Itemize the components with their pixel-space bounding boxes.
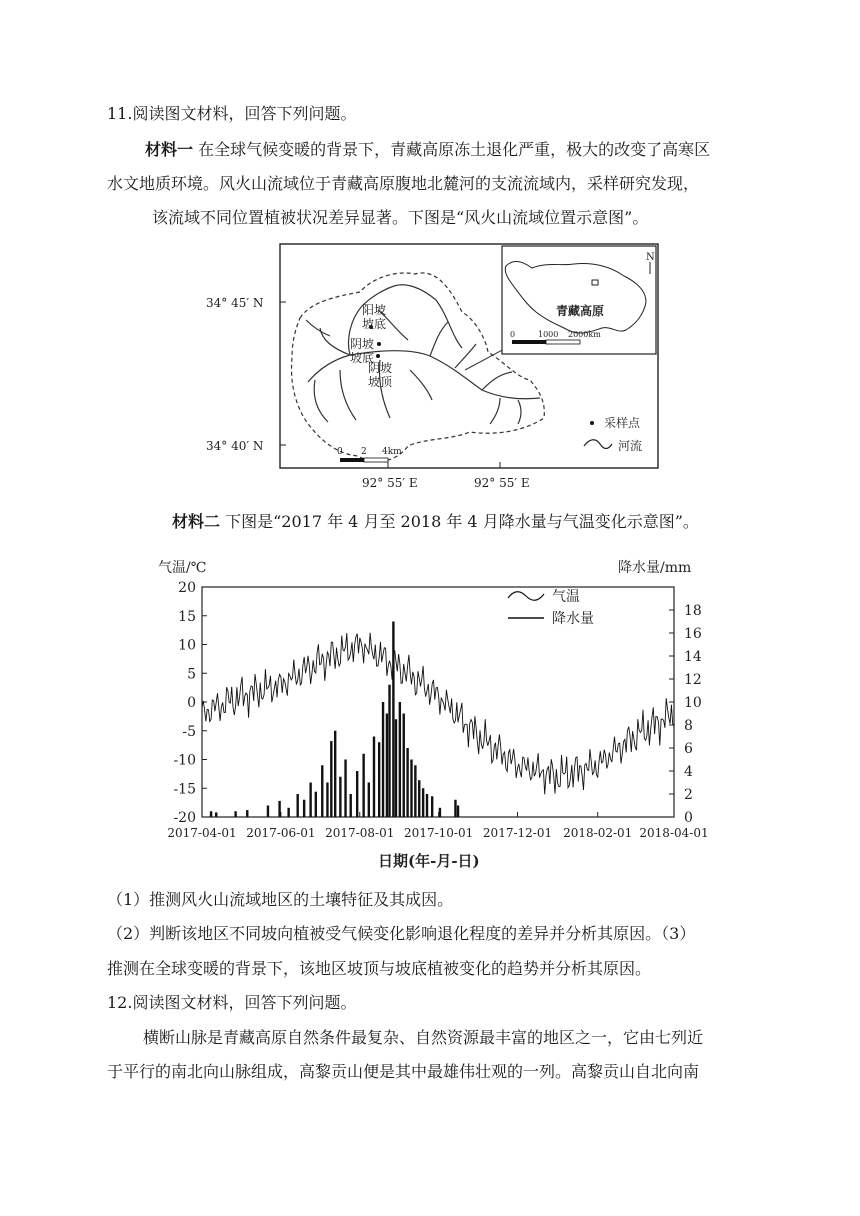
right-tick-label: 8 bbox=[684, 718, 693, 734]
plot-area-frame bbox=[202, 587, 674, 817]
lon-label-2: 92° 55′ E bbox=[474, 476, 530, 490]
precip-temperature-chart bbox=[140, 552, 720, 874]
x-tick-label: 2017-04-01 bbox=[167, 826, 237, 840]
precip-bar bbox=[439, 808, 441, 817]
precip-bar bbox=[350, 794, 352, 817]
inset-scale-2: 2000km bbox=[568, 330, 601, 339]
material-1-label: 材料一 bbox=[145, 140, 194, 159]
scale-2: 2 bbox=[361, 447, 367, 457]
site-1-label-a: 阳坡 bbox=[362, 303, 387, 317]
left-tick-label: 20 bbox=[178, 580, 196, 596]
right-tick-label: 12 bbox=[684, 672, 702, 688]
precip-bar bbox=[278, 801, 280, 817]
lon-label-1: 92° 55′ E bbox=[362, 476, 418, 490]
precip-bar bbox=[399, 702, 401, 817]
precip-bar bbox=[431, 796, 433, 817]
north-label: N bbox=[646, 252, 655, 263]
material-1-text: 在全球气候变暖的背景下，青藏高原冻土退化严重，极大的改变了高寒区 bbox=[198, 140, 711, 159]
right-tick-label: 14 bbox=[684, 649, 702, 665]
right-tick-label: 18 bbox=[684, 603, 702, 619]
precip-bar bbox=[418, 780, 420, 817]
material-1-line-2: 水文地质环境。风火山流域位于青藏高原腹地北麓河的支流流域内，采样研究发现， bbox=[107, 174, 700, 193]
x-tick-label: 2017-06-01 bbox=[246, 826, 316, 840]
chart-legend bbox=[508, 589, 594, 627]
temperature-series-line bbox=[202, 633, 674, 795]
x-tick-label: 2017-10-01 bbox=[404, 826, 474, 840]
sample-point-2 bbox=[377, 342, 381, 346]
precip-bar bbox=[388, 685, 390, 817]
precip-bar bbox=[303, 800, 305, 817]
precip-bar bbox=[422, 788, 424, 817]
precip-bar bbox=[454, 800, 456, 817]
left-tick-label: -20 bbox=[173, 810, 196, 826]
map-scale-bar bbox=[337, 447, 402, 462]
scale-0: 0 bbox=[337, 447, 343, 457]
precip-bar bbox=[373, 737, 375, 818]
precip-bar bbox=[386, 714, 388, 818]
right-tick-label: 4 bbox=[684, 764, 693, 780]
precip-bar bbox=[395, 719, 397, 817]
site-2-label-a: 阴坡 bbox=[350, 337, 375, 351]
left-tick-label: -10 bbox=[173, 752, 196, 769]
right-tick-label: 10 bbox=[684, 695, 702, 711]
site-2-label-b: 坡底 bbox=[350, 351, 375, 365]
left-tick-label: 10 bbox=[178, 637, 196, 654]
precip-bar bbox=[339, 777, 341, 817]
legend-temp-icon bbox=[508, 592, 544, 601]
precip-bar bbox=[410, 760, 412, 818]
x-tick-label: 2018-02-01 bbox=[563, 826, 633, 840]
question-12-header: 12.阅读图文材料，回答下列问题。 bbox=[107, 993, 357, 1012]
left-tick-label: 15 bbox=[178, 608, 196, 625]
question-11-part-2-line-2: 推测在全球变暖的背景下，该地区坡顶与坡底植被变化的趋势并分析其原因。 bbox=[107, 959, 652, 978]
legend-river-label: 河流 bbox=[618, 439, 643, 453]
precip-bar bbox=[287, 808, 289, 817]
lat-label-1: 34° 45′ N bbox=[206, 296, 264, 310]
precip-bar bbox=[267, 806, 269, 818]
precip-bar bbox=[356, 771, 358, 817]
precip-bar bbox=[382, 702, 384, 817]
precip-bar bbox=[234, 811, 236, 817]
site-3-label-a: 阴坡 bbox=[368, 361, 393, 375]
legend-precip-label: 降水量 bbox=[552, 611, 594, 627]
precip-bar bbox=[330, 741, 332, 817]
precip-bar bbox=[368, 783, 370, 818]
question-11-part-2-line-1: （2）判断该地区不同坡向植被受气候变化影响退化程度的差异并分析其原因。（3） bbox=[107, 924, 696, 943]
right-axis-label: 降水量/mm bbox=[618, 560, 692, 576]
legend-temp-label: 气温 bbox=[552, 589, 580, 605]
precip-bar bbox=[210, 811, 212, 817]
sample-point-3 bbox=[376, 354, 380, 358]
material-1-line-1 bbox=[145, 140, 710, 160]
material-2-line bbox=[172, 512, 699, 532]
material-2-text: 下图是“2017 年 4 月至 2018 年 4 月降水量与气温变化示意图”。 bbox=[225, 512, 699, 531]
lat-label-2: 34° 40′ N bbox=[206, 439, 264, 453]
precip-bar bbox=[315, 792, 317, 817]
inset-plateau-label: 青藏高原 bbox=[556, 304, 605, 318]
precip-bar bbox=[426, 794, 428, 817]
site-3-label-b: 坡顶 bbox=[368, 375, 393, 389]
precip-bar bbox=[362, 754, 364, 817]
left-tick-label: 0 bbox=[187, 695, 196, 711]
precip-bar bbox=[378, 742, 380, 817]
left-tick-label: -15 bbox=[173, 781, 196, 798]
right-tick-label: 0 bbox=[684, 810, 693, 826]
legend-sample-icon bbox=[590, 421, 594, 425]
left-tick-label: 5 bbox=[187, 666, 196, 683]
inset-scale-1: 1000 bbox=[538, 330, 559, 339]
left-tick-label: -5 bbox=[182, 723, 196, 740]
legend-sample-label: 采样点 bbox=[604, 416, 641, 430]
question-11-part-1: （1）推测风火山流域地区的土壤特征及其成因。 bbox=[107, 890, 454, 909]
precip-bar bbox=[296, 794, 298, 817]
scale-4: 4km bbox=[382, 447, 402, 457]
site-1-label-b: 坡底 bbox=[362, 317, 387, 331]
material-1-line-3: 该流域不同位置植被状况差异显著。下图是“风火山流域位置示意图”。 bbox=[152, 208, 649, 227]
precip-bar bbox=[309, 783, 311, 818]
precip-bar bbox=[344, 760, 346, 818]
material-2-label: 材料二 bbox=[172, 512, 221, 531]
precip-bar bbox=[403, 714, 405, 818]
x-tick-label: 2017-08-01 bbox=[325, 826, 395, 840]
left-axis-label: 气温/℃ bbox=[158, 560, 207, 576]
right-tick-label: 16 bbox=[684, 626, 702, 642]
question-12-line-2: 于平行的南北向山脉组成，高黎贡山便是其中最雄伟壮观的一列。高黎贡山自北向南 bbox=[107, 1062, 700, 1081]
right-tick-label: 6 bbox=[684, 741, 693, 757]
watershed-location-map bbox=[200, 240, 670, 495]
inset-scale-0: 0 bbox=[510, 330, 516, 339]
x-tick-label: 2018-04-01 bbox=[639, 826, 709, 840]
precip-bar bbox=[246, 810, 248, 817]
precip-bar bbox=[215, 812, 217, 817]
precip-bar bbox=[457, 806, 459, 818]
x-axis-label: 日期(年-月-日) bbox=[378, 852, 480, 870]
precip-bar bbox=[414, 765, 416, 817]
question-11-header: 11.阅读图文材料，回答下列问题。 bbox=[107, 104, 357, 123]
x-tick-label: 2017-12-01 bbox=[482, 826, 553, 840]
precip-bar bbox=[334, 731, 336, 817]
right-tick-label: 2 bbox=[684, 787, 693, 803]
precip-bar bbox=[406, 748, 408, 817]
question-12-line-1: 横断山脉是青藏高原自然条件最复杂、自然资源最丰富的地区之一，它由七列近 bbox=[143, 1028, 704, 1047]
legend-river-icon bbox=[584, 440, 612, 449]
precip-bar bbox=[326, 783, 328, 818]
precip-bar bbox=[321, 765, 323, 817]
